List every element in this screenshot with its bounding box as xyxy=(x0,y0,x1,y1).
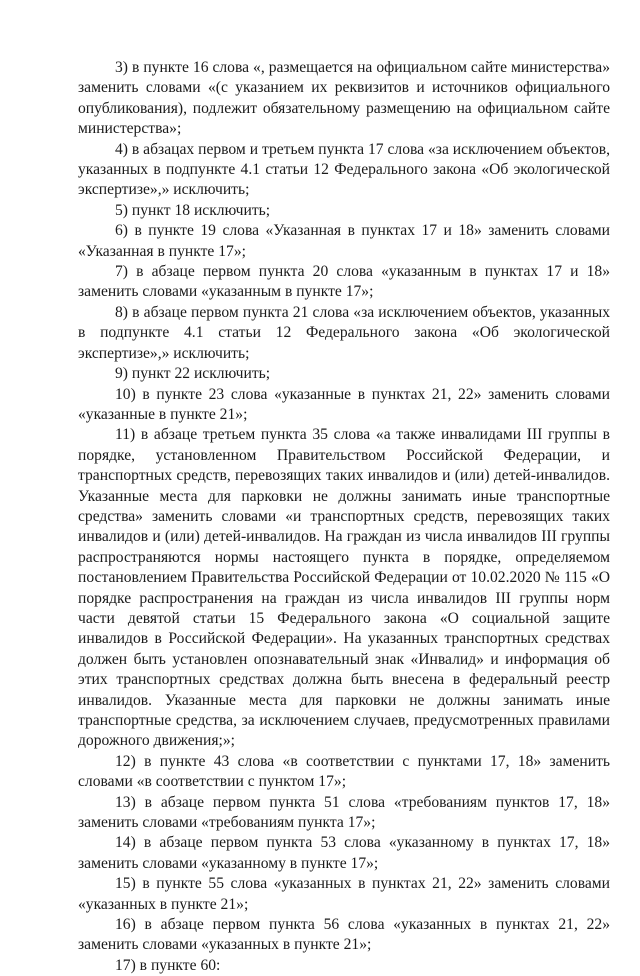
paragraph-item-16: 16) в абзаце первом пункта 56 слова «указанных в пунктах 21, 22» заменить словами «указанных в пункте 21»; xyxy=(78,916,610,954)
paragraph-item-5: 5) пункт 18 исключить; xyxy=(115,201,271,219)
paragraph-item-12: 12) в пункте 43 слова «в соответствии с пунктами 17, 18» заменить словами «в соответствии с пунктом 17»; xyxy=(78,752,610,791)
paragraph-item-15: 15) в пункте 55 слова «указанных в пунктах 21, 22» заменить словами «указанных в пункте 21»; xyxy=(78,875,610,913)
paragraph-item-9: 9) пункт 22 исключить; xyxy=(115,365,271,383)
paragraph-item-17: 17) в пункте 60: xyxy=(115,956,221,974)
paragraph-item-3: 3) в пункте 16 слова «, размещается на официальном сайте министерства» заменить словами «(с указанием их реквизитов и источников официального опубликования), подлежит обязательному размещению на официальном сайте министерства»; xyxy=(78,59,610,138)
paragraph-item-8: 8) в абзаце первом пункта 21 слова «за исключением объектов, указанных в подпункте 4.1 статьи 12 Федерального закона «Об экологической экспертизе»,» исключить; xyxy=(78,303,610,362)
document-body xyxy=(78,58,610,976)
paragraph-item-13: 13) в абзаце первом пункта 51 слова «требованиям пунктов 17, 18» заменить словами «требованиям пункта 17»; xyxy=(78,793,610,832)
paragraph-item-4: 4) в абзацах первом и третьем пункта 17 слова «за исключением объектов, указанных в подпункте 4.1 статьи 12 Федерального закона «Об экологической экспертизе»,» исключить; xyxy=(78,140,610,199)
paragraph-item-14: 14) в абзаце первом пункта 53 слова «указанному в пунктах 17, 18» заменить словами «указанному в пункте 17»; xyxy=(78,834,610,872)
paragraph-item-10: 10) в пункте 23 слова «указанные в пунктах 21, 22» заменить словами «указанные в пункте 21»; xyxy=(78,385,610,423)
paragraph-item-11: 11) в абзаце третьем пункта 35 слова «а также инвалидами III группы в порядке, установленном Правительством Российской Федерации, и транспортных средств, перевозящих таких инвалидов и (или) детей-инвалидов. Указанные места для парковки не должны занимать иные транспортные средства» заменить словами «и транспортных средств, перевозящих таких инвалидов и (или) детей-инвалидов. На граждан из числа инвалидов III группы распространяются нормы настоящего пункта в порядке, определяемом постановлением Правительства Российской Федерации от 10.02.2020 № 115 «О порядке распространения на граждан из числа инвалидов III группы норм части девятой статьи 15 Федерального закона «О социальной защите инвалидов в Российской Федерации». На указанных транспортных средствах должен быть установлен опознавательный знак «Инвалид» и информация об этих транспортных средствах должна быть внесена в федеральный реестр инвалидов. Указанные места для парковки не должны занимать иные транспортные средства, за исключением случаев, предусмотренных правилами дорожного движения;»; xyxy=(78,426,610,750)
paragraph-item-6: 6) в пункте 19 слова «Указанная в пунктах 17 и 18» заменить словами «Указанная в пункте 17»; xyxy=(78,222,610,260)
paragraph-item-7: 7) в абзаце первом пункта 20 слова «указанным в пунктах 17 и 18» заменить словами «указанным в пункте 17»; xyxy=(78,263,610,301)
